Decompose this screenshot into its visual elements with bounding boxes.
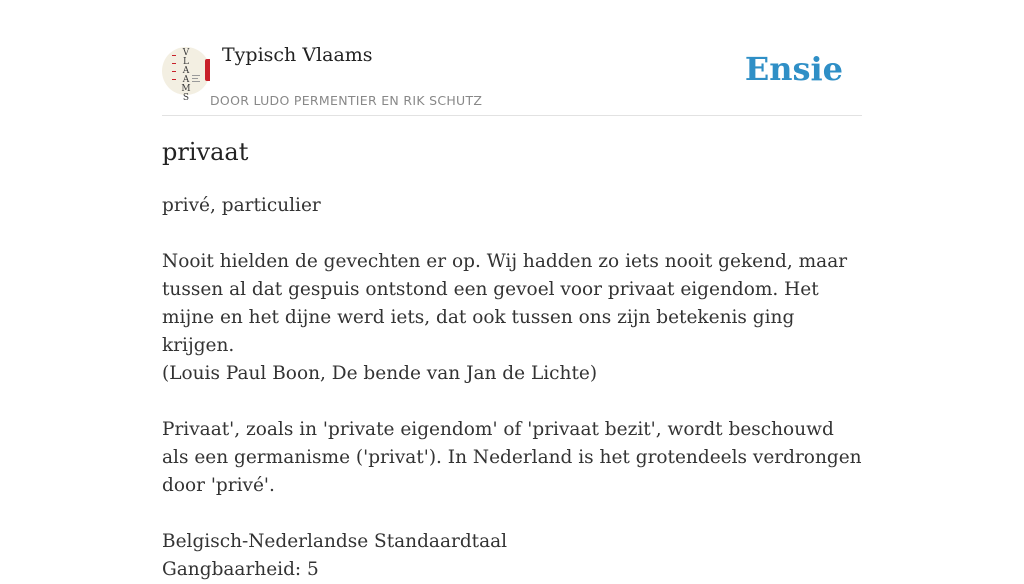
site-header [162, 0, 862, 116]
logo-mark [172, 63, 176, 64]
entry-quote-source: (Louis Paul Boon, De bende van Jan de Lichte) [162, 363, 598, 384]
entry-note: Privaat', zoals in 'private eigendom' of 'privaat bezit', wordt beschouwd als een germanisme ('privat'). In Nederland is het grotendeels verdrongen door 'privé'. [162, 419, 862, 496]
paragraph-spacer [162, 220, 862, 248]
entry-category: Belgisch-Nederlandse Standaardtaal [162, 531, 508, 552]
logo-mark [172, 55, 176, 56]
blog-title[interactable]: Typisch Vlaams [222, 44, 373, 66]
entry-quote: Nooit hielden de gevechten er op. Wij hadden zo iets nooit gekend, maar tussen al dat gespuis ontstond een gevoel voor privaat eigendom. Het mijne en het dijne werd iets, dat ook tussen ons zijn betekenis ging krijgen. [162, 251, 848, 356]
logo-mark [172, 71, 176, 72]
ensie-logo-link[interactable]: Ensie [744, 50, 843, 88]
logo-line [192, 81, 200, 82]
entry-definition: privé, particulier [162, 195, 321, 216]
entry-body [162, 192, 862, 584]
entry-title: privaat [162, 138, 249, 166]
logo-line [192, 78, 198, 79]
blog-authors: DOOR LUDO PERMENTIER EN RIK SCHUTZ [210, 93, 483, 108]
logo-line [192, 75, 200, 76]
logo-red-stripe [205, 59, 210, 81]
paragraph-spacer [162, 500, 862, 528]
page [162, 0, 862, 580]
blog-logo-avatar[interactable] [162, 47, 210, 103]
logo-lettering: V L A A M S [181, 48, 191, 103]
logo-mark [172, 79, 176, 80]
entry-familiarity: Gangbaarheid: 5 [162, 559, 319, 580]
paragraph-spacer [162, 388, 862, 416]
